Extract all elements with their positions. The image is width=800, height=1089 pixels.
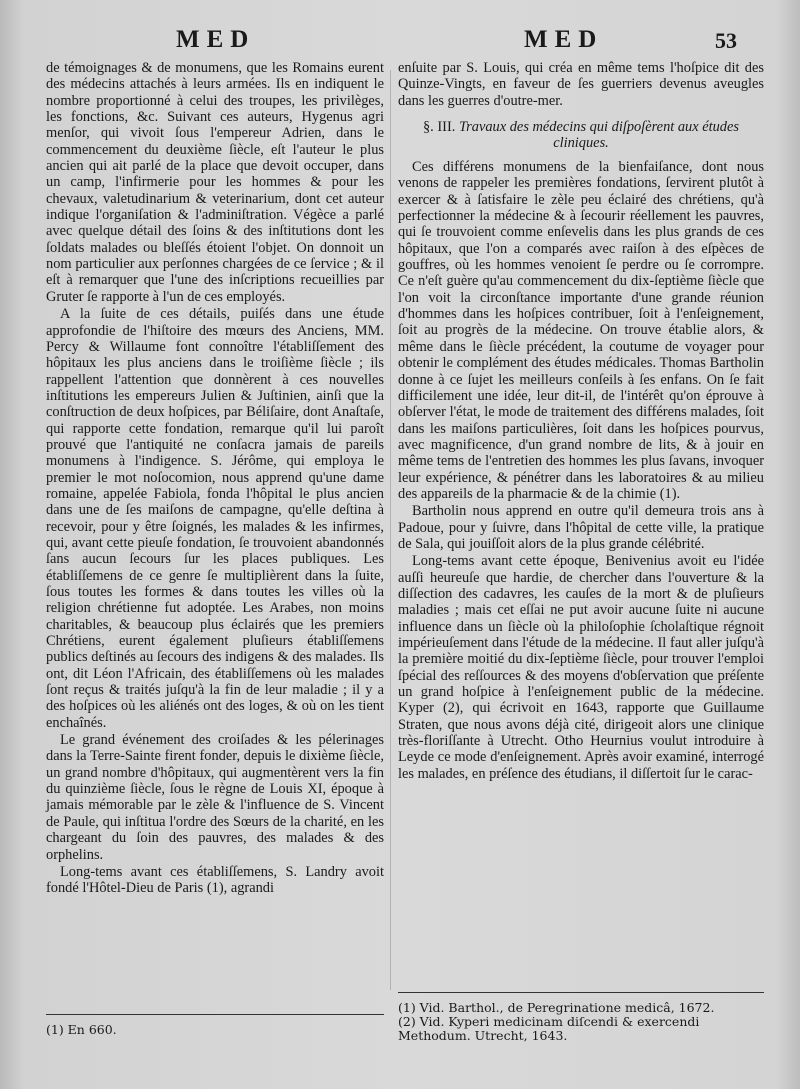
header-left-title: MED (176, 26, 256, 53)
running-header (0, 26, 800, 56)
right-paragraph-2: Bartholin nous apprend en outre qu'il demeura trois ans à Padoue, pour y ſuivre, dans l'hôpital de cette ville, la pratique de Sala, qui jouiſſoit alors de la plus grande célébrité. (398, 503, 764, 552)
column-gutter (390, 70, 391, 990)
left-paragraph-3: Le grand événement des croiſades & les pélerinages dans la Terre-Sainte firent fonder, depuis le dixième ſiècle, un grand nombre d'hôpitaux, qui augmentèrent vers la fin du quinzième ſiècle, ſous le règne de Louis XI, époque à jamais mémorable par le zèle & l'influence de S. Vincent de Paule, qui inſtitua l'ordre des Sœurs de la charité, en les chargeant du ſoin des pauvres, des malades & des orphelins. (46, 732, 384, 863)
footnote-rule (398, 992, 764, 993)
right-footnotes (398, 982, 764, 1043)
section-title: Travaux des médecins qui diſpoſèrent aux études cliniques. (458, 119, 739, 152)
header-right-title: MED (524, 26, 604, 53)
right-paragraph-3: Long-tems avant cette époque, Benivenius avoit eu l'idée auſſi heureuſe que hardie, de chercher dans l'ouverture & la diſſection des cadavres, les cauſes de la mort & de pluſieurs maladies ; mais cet eſſai ne put avoir aucune ſuite ni aucune influence dans un ſiècle où la philoſophie ſcholaſtique régnoit impérieuſement dans l'étude de la médecine. Il faut aller juſqu'à la première moitié du dix-ſeptième ſiècle, pour trouver l'emploi ſpécial des reſſources & des moyens d'obſervation que préſente un grand hoſpice à l'enſeignement public de la médecine. Kyper (2), qui écrivoit en 1643, rapporte que Guillaume Straten, que nous avons déjà cité, dirigeoit alors une clinique très-floriſſante à Utrecht. Otho Heurnius voulut introduire à Leyde ce mode d'enſeignement. Après avoir examiné, interrogé les malades, en préſence des étudians, il diſſertoit ſur le carac- (398, 553, 764, 782)
right-column (398, 60, 764, 782)
right-footnote-1: (1) Vid. Barthol., de Peregrinatione medicâ, 1672. (398, 1000, 715, 1015)
section-heading (398, 119, 764, 151)
right-footnote-2: (2) Vid. Kyperi medicinam diſcendi & exercendi Methodum. Utrecht, 1643. (398, 1014, 700, 1043)
right-intro-paragraph: enſuite par S. Louis, qui créa en même tems l'hoſpice dit des Quinze-Vingts, en faveur de ſes guerriers devenus aveugles dans les guerres d'outre-mer. (398, 60, 764, 109)
left-paragraph-1: de témoignages & de monumens, que les Romains eurent des médecins attachés à leurs armées. Ils en indiquent le nombre proportionné à celui des troupes, les privilèges, les fonctions, &c. Suivant ces auteurs, Hygenus agri menſor, qui vivoit ſous l'empereur Adrien, dans le commencement du deuxième ſiècle, eſt l'auteur le plus ancien qui ait parlé de la place que devoit occuper, dans un camp, l'infirmerie pour les hommes & pour les chevaux, valetudinarium & veterinarium, dont cet auteur indique l'organiſation & l'adminiſtration. Végèce a parlé avec quelque détail des ſoins & des inſtitutions dont les ſoldats malades ou bleſſés étoient l'objet. On donnoit un nom particulier aux perſonnes chargées de ce ſervice ; & il eſt à remarquer que l'une des inſcriptions recueillies par Gruter ſe rapporte à l'un de ces employés. (46, 60, 384, 305)
left-paragraph-4: Long-tems avant ces établiſſemens, S. Landry avoit fondé l'Hôtel-Dieu de Paris (1), agrandi (46, 863, 384, 897)
right-paragraph-1: Ces différens monumens de la bienfaiſance, dont nous venons de rappeler les premières fondations, ſervirent plutôt à exercer & à ſatisfaire le zèle peu éclairé des chrétiens, qu'à perfectionner la médecine & à ſecourir réellement les pauvres, qui ſe trouvoient comme enſevelis dans les plus grands de ces hôpitaux, que l'on a comparés avec raiſon à des eſpèces de gouffres, où les hommes venoient ſe perdre ou ſe corrompre. Ce n'eſt guère qu'au commencement du dix-ſeptième ſiècle que l'on voit la circonſtance importante d'une grande réunion d'hommes dans les hoſpices contribuer, ſoit à l'enſeignement, ſoit au progrès de la médecine. On trouve établie alors, & même dans le ſiècle précédent, la coutume de voyager pour obtenir le complément des études médicales. Thomas Bartholin donne à ce ſujet les meilleurs conſeils à ſes enfans. On ſe fait difficilement une idée, leur dit-il, de l'intérêt qu'on éprouve à obſerver l'état, le mode de traitement des différens malades, ſoit dans les maiſons particulières, ſoit dans les hoſpices pourvus, avec magnificence, d'un grand nombre de lits, & à jouir en même tems de l'entretien des hommes les plus ſavans, invoquer leur expérience, & pénétrer dans les laboratoires & au milieu des appareils de la pharmacie & de la chimie (1). (398, 159, 764, 502)
left-footnote-1: (1) En 660. (46, 1022, 117, 1037)
page-number: 53 (715, 28, 737, 53)
left-footnotes (46, 1004, 384, 1037)
left-paragraph-2: A la ſuite de ces détails, puiſés dans une étude approfondie de l'hiſtoire des mœurs des Anciens, MM. Percy & Willaume font connoître l'établiſſement des hôpitaux les plus anciens dans le troiſième ſiècle ; ils rappellent l'attention que donnèrent à ces nouvelles inſtitutions les empereurs Julien & Juſtinien, ainſi que la conſtruction de deux hoſpices, par Béliſaire, dont Anaſtaſe, qui rapporte cette fondation, remarque qu'il lui paroît prouvé que l'antiquité ne conſacra jamais de pareils monumens à l'indigence. S. Jérôme, qui employa le premier le mot noſocomion, nous apprend qu'une dame romaine, appelée Fabiola, fonda l'hôpital le plus ancien dans une de ſes maiſons de campagne, qu'elle deſtina à recevoir, pour y être ſoignés, les malades & les infirmes, qui, avant cette pieuſe fondation, ſe trouvoient abandonnés ſans aucun ſecours ſur les places publiques. Les établiſſemens de ce genre ſe multiplièrent dans la ſuite, ſous toutes les formes & dans toutes les villes où la religion chrétienne fut adoptée. Les Arabes, non moins charitables, & beaucoup plus éclairés que les premiers Chrétiens, eurent également pluſieurs établiſſemens publics deſtinés au ſecours des indigens & des malades. Ils ont, dit Léon l'Africain, des établiſſemens où les malades ſont reçus & traités juſqu'à la fin de leur maladie ; il y a des hoſpices où les aliénés ont des loges, & où on les tient enchaînés. (46, 306, 384, 731)
section-number: §. III. (422, 119, 456, 136)
footnote-rule (46, 1014, 384, 1015)
left-column (46, 60, 384, 897)
